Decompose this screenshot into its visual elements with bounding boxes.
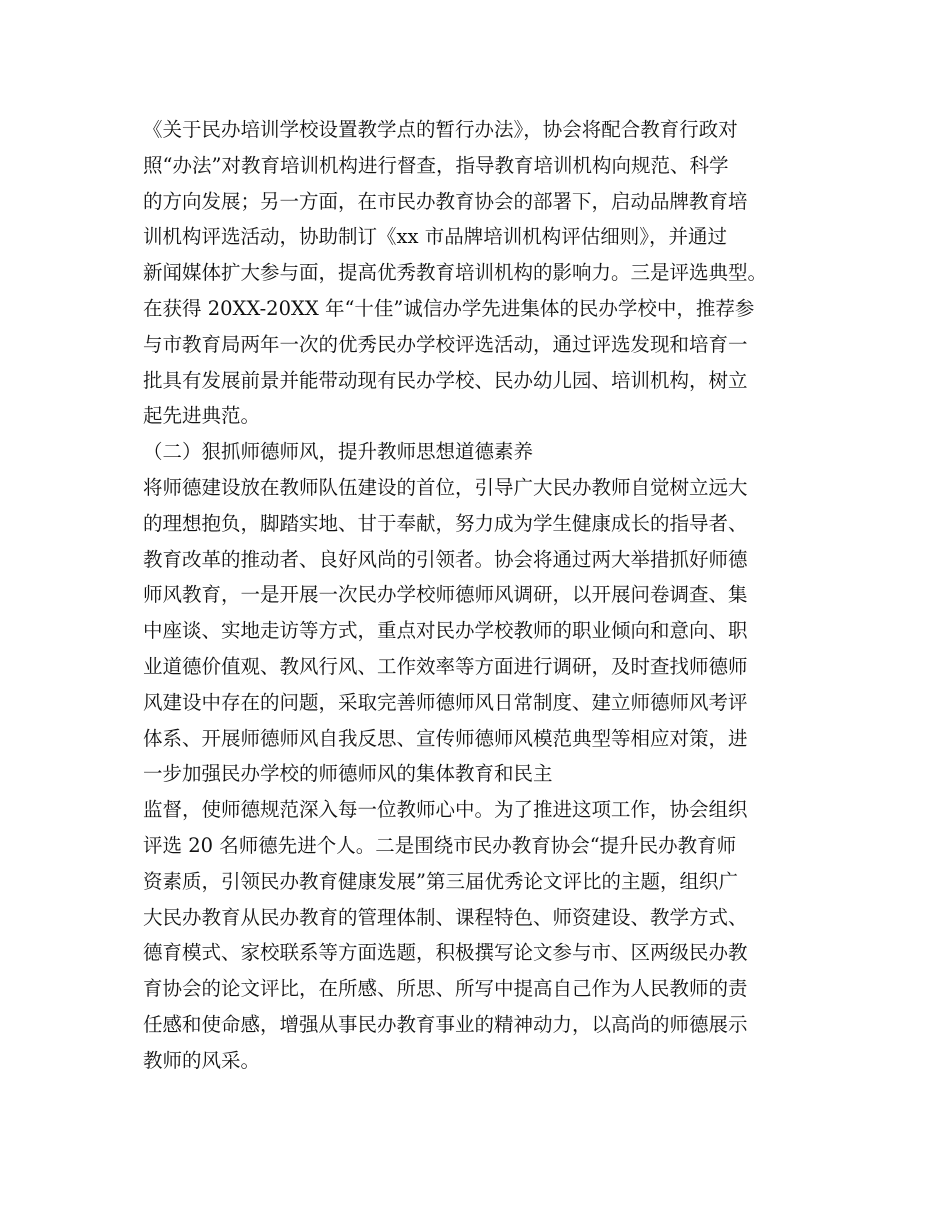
text-line: 育协会的论文评比，在所感、所思、所写中提高自己作为人民教师的责 bbox=[143, 977, 748, 1001]
text-line: 监督，使师德规范深入每一位教师心中。为了推进这项工作，协会组织 bbox=[143, 798, 748, 822]
text-line: 训机构评选活动，协助制订《xx 市品牌培训机构评估细则》，并通过 bbox=[143, 225, 727, 249]
text-line: 中座谈、实地走访等方式，重点对民办学校教师的职业倾向和意向、职 bbox=[143, 619, 748, 643]
text-line: 一步加强民办学校的师德师风的集体教育和民主 bbox=[143, 762, 553, 786]
text-line: 在获得 20XX-20XX 年“十佳”诚信办学先进集体的民办学校中，推荐参 bbox=[143, 296, 755, 320]
text-line: 大民办教育从民办教育的管理体制、课程特色、师资建设、教学方式、 bbox=[143, 905, 748, 929]
text-line: 的方向发展；另一方面，在市民办教育协会的部署下，启动品牌教育培 bbox=[143, 189, 748, 213]
text-line: 风建设中存在的问题，采取完善师德师风日常制度、建立师德师风考评 bbox=[143, 690, 748, 714]
text-line: 评选 20 名师德先进个人。二是围绕市民办教育协会“提升民办教育师 bbox=[143, 833, 737, 857]
text-line: 业道德价值观、教风行风、工作效率等方面进行调研，及时查找师德师 bbox=[143, 654, 748, 678]
text-line: 师风教育，一是开展一次民办学校师德师风调研，以开展问卷调查、集 bbox=[143, 583, 748, 607]
text-line: 批具有发展前景并能带动现有民办学校、民办幼儿园、培训机构，树立 bbox=[143, 368, 748, 392]
text-line: 资素质，引领民办教育健康发展”第三届优秀论文评比的主题，组织广 bbox=[143, 869, 738, 893]
text-line: 体系、开展师德师风自我反思、宣传师德师风模范典型等相应对策，进 bbox=[143, 726, 748, 750]
text-line: 将师德建设放在教师队伍建设的首位，引导广大民办教师自觉树立远大 bbox=[143, 475, 748, 499]
document-body bbox=[143, 112, 823, 1079]
section-heading: （二）狠抓师德师风，提升教师思想道德素养 bbox=[143, 440, 534, 464]
text-line: 任感和使命感，增强从事民办教育事业的精神动力，以高尚的师德展示 bbox=[143, 1012, 748, 1036]
text-line: 起先进典范。 bbox=[143, 404, 261, 428]
text-line: 新闻媒体扩大参与面，提高优秀教育培训机构的影响力。三是评选典型。 bbox=[143, 261, 768, 285]
text-line: 照“办法”对教育培训机构进行督查，指导教育培训机构向规范、科学 bbox=[143, 153, 729, 177]
text-line: 德育模式、家校联系等方面选题，积极撰写论文参与市、区两级民办教 bbox=[143, 941, 748, 965]
text-line: 《关于民办培训学校设置教学点的暂行办法》，协会将配合教育行政对 bbox=[143, 118, 738, 141]
text-line: 教师的风采。 bbox=[143, 1048, 261, 1072]
text-line: 的理想抱负，脚踏实地、甘于奉献，努力成为学生健康成长的指导者、 bbox=[143, 511, 748, 535]
text-line: 与市教育局两年一次的优秀民办学校评选活动，通过评选发现和培育一 bbox=[143, 332, 748, 356]
text-line: 教育改革的推动者、良好风尚的引领者。协会将通过两大举措抓好师德 bbox=[143, 547, 748, 571]
